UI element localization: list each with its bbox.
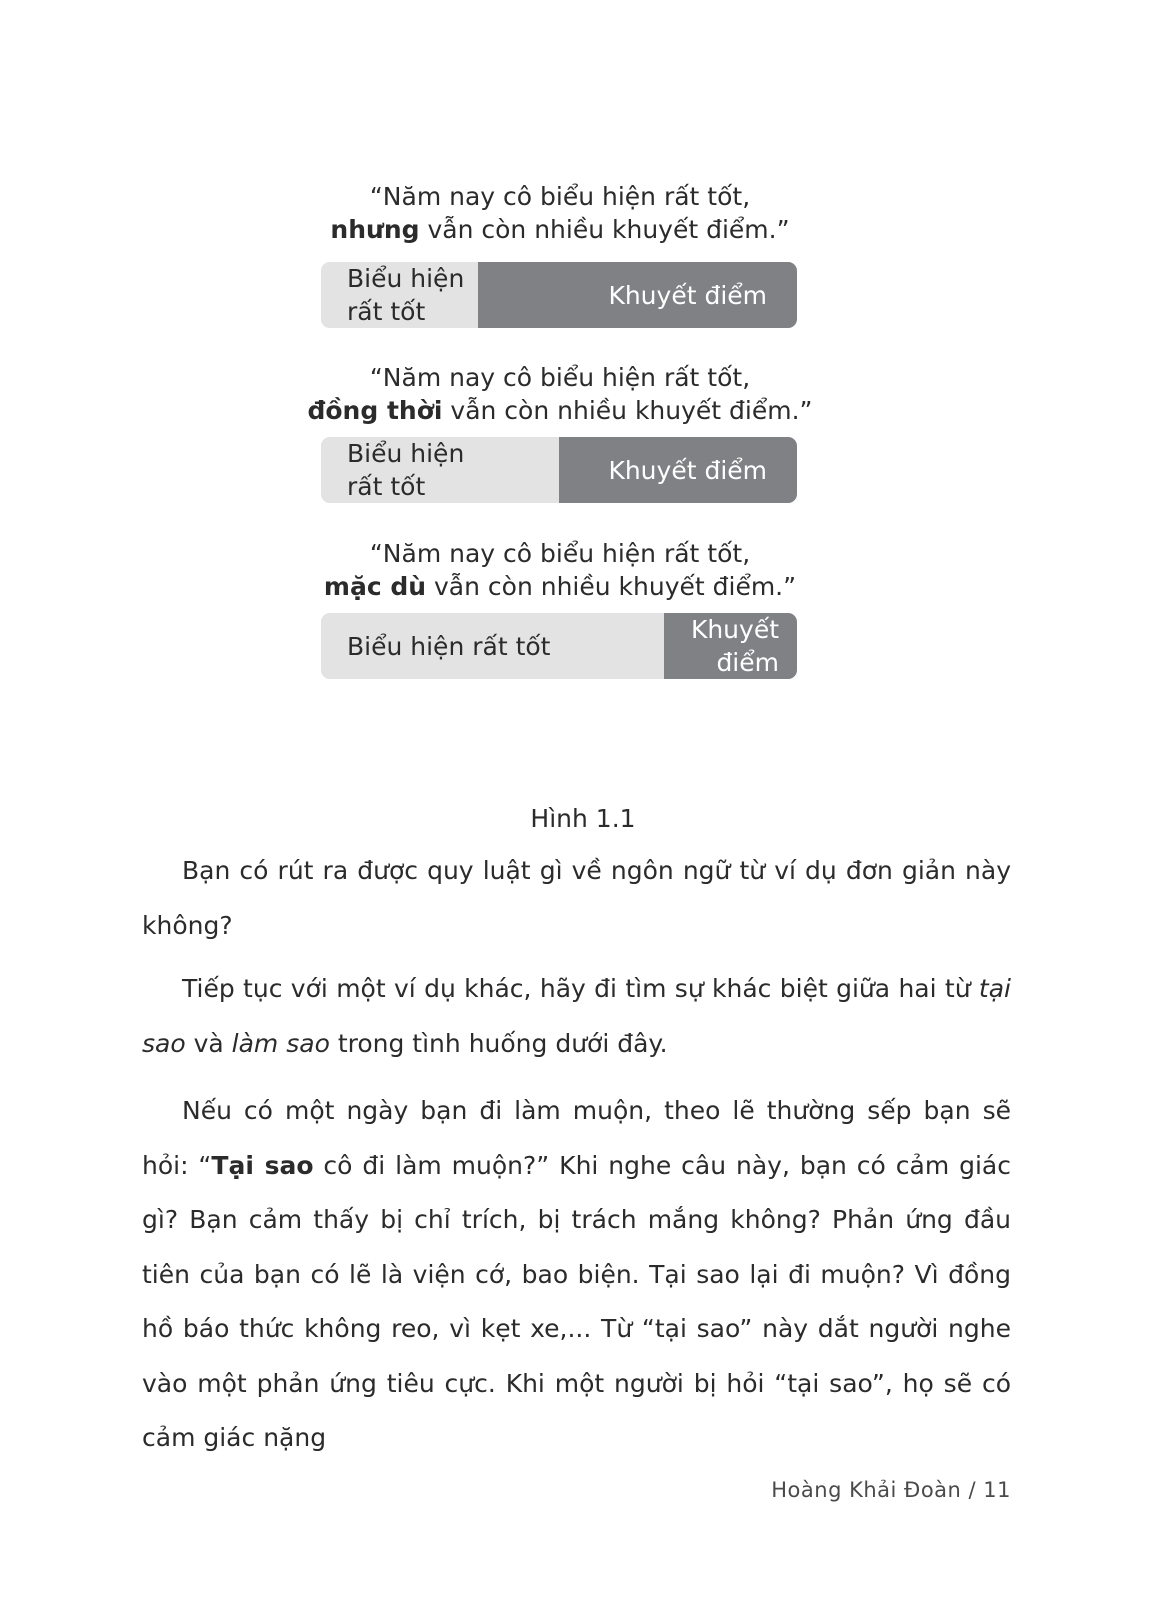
example-3-positive-label: Biểu hiện rất tốt bbox=[347, 631, 551, 661]
example-1-bar bbox=[321, 262, 797, 328]
example-2-negative-label: Khuyết điểm bbox=[608, 455, 767, 485]
example-3-quote bbox=[300, 537, 820, 603]
example-1-positive-label: Biểu hiện rất tốt bbox=[347, 264, 465, 326]
page-footer: Hoàng Khải Đoàn / 11 bbox=[771, 1478, 1011, 1502]
example-1-negative-segment bbox=[478, 262, 797, 328]
example-1-positive-segment bbox=[321, 262, 478, 328]
figure-caption: Hình 1.1 bbox=[530, 804, 636, 833]
example-2-connector: đồng thời bbox=[307, 396, 443, 425]
paragraph-3-text-b: cô đi làm muộn?” Khi nghe câu này, bạn có cảm giác gì? Bạn cảm thấy bị chỉ trích, bị trách mắng không? Phản ứng đầu tiên của bạn có lẽ là viện cớ, bao biện. Tại sao lại đi muộn? Vì đồng hồ báo thức không reo, vì kẹt xe,... Từ “tại sao” này dắt người nghe vào một phản ứng tiêu cực. Khi một người bị hỏi “tại sao”, họ sẽ có cảm giác nặng bbox=[142, 1150, 1011, 1452]
paragraph-2 bbox=[142, 962, 1011, 1071]
example-3-quote-rest: vẫn còn nhiều khuyết điểm.” bbox=[426, 572, 797, 601]
paragraph-3-text-a: Nếu có một ngày bạn đi làm muộn, theo lẽ thường sếp bạn sẽ hỏi: “ bbox=[142, 1096, 1011, 1180]
example-3-negative-segment bbox=[664, 613, 797, 679]
example-1-quote-line2 bbox=[300, 213, 820, 246]
example-3-quote-line2 bbox=[300, 570, 820, 603]
example-1-quote-line1: “Năm nay cô biểu hiện rất tốt, bbox=[369, 182, 751, 211]
example-2-bar bbox=[321, 437, 797, 503]
paragraph-1: Bạn có rút ra được quy luật gì về ngôn ngữ từ ví dụ đơn giản này không? bbox=[142, 856, 1011, 940]
example-1-quote bbox=[300, 180, 820, 246]
example-1-connector: nhưng bbox=[330, 215, 420, 244]
paragraph-2-text-b: và bbox=[185, 1028, 232, 1058]
paragraph-2-term-lam-sao: làm sao bbox=[231, 1028, 330, 1058]
example-2-quote-line2 bbox=[300, 394, 820, 427]
example-2-quote bbox=[300, 361, 820, 427]
paragraph-2-text-a: Tiếp tục với một ví dụ khác, hãy đi tìm sự khác biệt giữa hai từ bbox=[182, 974, 979, 1003]
example-3-quote-line1: “Năm nay cô biểu hiện rất tốt, bbox=[369, 539, 751, 568]
example-2-quote-rest: vẫn còn nhiều khuyết điểm.” bbox=[442, 396, 813, 425]
example-2-positive-segment bbox=[321, 437, 559, 503]
example-3-positive-segment bbox=[321, 613, 664, 679]
paragraph-3 bbox=[142, 1084, 1011, 1466]
paragraph-2-term-tai-sao: tại sao bbox=[142, 974, 1011, 1058]
paragraph-3-bold-tai-sao: Tại sao bbox=[211, 1150, 314, 1180]
paragraph-2-text-c: trong tình huống dưới đây. bbox=[329, 1028, 668, 1058]
example-1-negative-label: Khuyết điểm bbox=[608, 280, 767, 310]
example-2-positive-label: Biểu hiện rất tốt bbox=[347, 439, 465, 501]
example-3-connector: mặc dù bbox=[323, 572, 427, 601]
example-2-quote-line1: “Năm nay cô biểu hiện rất tốt, bbox=[369, 363, 751, 392]
example-2-negative-segment bbox=[559, 437, 797, 503]
example-1-quote-rest: vẫn còn nhiều khuyết điểm.” bbox=[419, 215, 790, 244]
example-3-bar bbox=[321, 613, 797, 679]
example-3-negative-label: Khuyết điểm bbox=[690, 615, 779, 677]
